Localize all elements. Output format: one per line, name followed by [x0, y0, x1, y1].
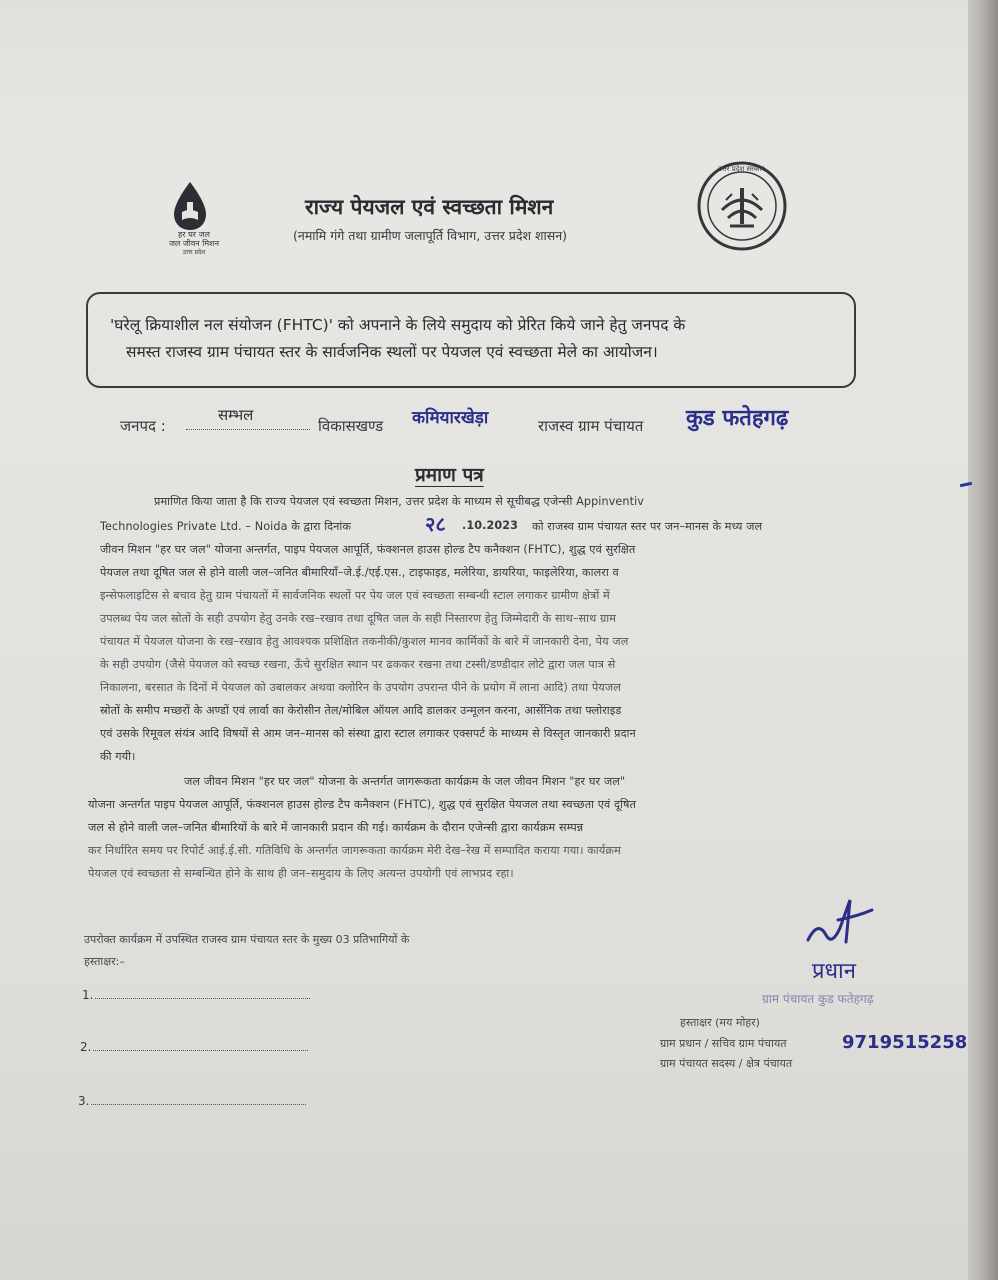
participant-1 — [82, 988, 310, 1002]
para1-line-6: उपलब्ध पेय जल स्रोतों के सही उपयोग हेतु उनके रख–रखाव तथा दूषित जल के सही निस्तारण हेतु जिम्मेदारी के साथ–साथ ग्राम — [100, 612, 617, 625]
participant-3-number: 3. — [78, 1094, 90, 1108]
page-title: राज्य पेयजल एवं स्वच्छता मिशन — [305, 194, 554, 219]
participant-3 — [78, 1094, 306, 1108]
para1-line-12: की गयी। — [100, 750, 136, 763]
para2-line-1: जल जीवन मिशन "हर घर जल" योजना के अन्तर्गत जागरूकता कार्यक्रम के जल जीवन मिशन "हर घर जल" — [184, 775, 626, 788]
para1-line-3: जीवन मिशन "हर घर जल" योजना अन्तर्गत, पाइप पेयजल आपूर्ति, फंक्शनल हाउस होल्ड टैप कनैक्शन (FHTC), शुद्ध एवं सुरक्षित — [100, 543, 636, 556]
para1-line-1: प्रमाणित किया जाता है कि राज्य पेयजल एवं स्वच्छता मिशन, उत्तर प्रदेश के माध्यम से सूचीबद्ध एजेन्सी Appinventiv — [154, 495, 645, 508]
participant-2-line — [93, 1046, 308, 1051]
para1-line-10: स्रोतों के समीप मच्छरों के अण्डों एवं लार्वा का केरोसीन तेल/मोबिल ऑयल आदि डालकर उन्मूलन करना, आर्सेनिक तथा फ्लोराइड — [100, 704, 622, 717]
logo-text-2: जल जीवन मिशन — [168, 239, 220, 248]
page-edge — [968, 0, 998, 1280]
para1-line-5: इन्सेफलाइटिस से बचाव हेतु ग्राम पंचायतों में सार्वजनिक स्थलों पर पेय जल एवं स्वच्छता सम्बन्धी स्टाल लगाकर ग्रामीण क्षेत्रों में — [100, 589, 610, 602]
participants-intro-1: उपरोक्त कार्यक्रम में उपस्थित राजस्व ग्राम पंचायत स्तर के मुख्य 03 प्रतिभागियों के — [84, 933, 410, 946]
subject-line-1: 'घरेलू क्रियाशील नल संयोजन (FHTC)' को अपनाने के लिये समुदाय को प्रेरित किये जाने हेतु जनपद के — [110, 316, 686, 334]
para2-line-2: योजना अन्तर्गत पाइप पेयजल आपूर्ति, फंक्शनल हाउस होल्ड टैप कनैक्शन (FHTC), शुद्ध एवं सुरक्षित पेयजल तथा स्वच्छता एवं दूषित — [88, 798, 636, 811]
para1-line-2b: को राजस्व ग्राम पंचायत स्तर पर जन–मानस के मध्य जल — [532, 520, 763, 533]
participants-intro-2: हस्ताक्षर:– — [84, 955, 125, 968]
para2-line-5: पेयजल एवं स्वच्छता से सम्बन्धित होने के साथ ही जन–समुदाय के लिए अत्यन्त उपयोगी एवं लाभप्रद रहा। — [88, 867, 514, 880]
date-day-handwritten: २८ — [425, 512, 446, 536]
block-value: कमियारखेड़ा — [412, 408, 489, 428]
certificate-heading: प्रमाण पत्र — [415, 464, 484, 486]
district-dots — [186, 425, 310, 430]
signature-stamp-label: हस्ताक्षर (मय मोहर) — [680, 1016, 760, 1029]
har-ghar-jal-logo — [160, 180, 240, 260]
logo-text-1: हर घर जल — [178, 230, 210, 239]
para1-line-8: के सही उपयोग (जैसे पेयजल को स्वच्छ रखना, ऊँचे सुरक्षित स्थान पर ढककर रखना तथा टस्सी/डण्डीदार लोटे द्वारा जल पात्र से — [100, 658, 616, 671]
para1-line-11: एवं उसके रिमूवल संयंत्र आदि विषयों से आम जन–मानस को संस्था द्वारा स्टाल लगाकर एक्सपर्ट के माध्यम से विस्तृत जानकारी प्रदान — [100, 727, 636, 740]
participant-1-number: 1. — [82, 988, 94, 1002]
para2-line-4: कर निर्धारित समय पर रिपोर्ट आई.ई.सी. गतिविधि के अन्तर्गत जागरूकता कार्यक्रम मेरी देख–रेख में सम्पादित कराया गया। कार्यक्रम — [88, 844, 621, 857]
para1-line-2a: Technologies Private Ltd. – Noida के द्वारा दिनांक — [100, 520, 352, 533]
pradhan-handwritten: प्रधान — [812, 959, 856, 984]
subject-line-2: समस्त राजस्व ग्राम पंचायत स्तर के सार्वजनिक स्थलों पर पेयजल एवं स्वच्छता मेले का आयोजन। — [126, 343, 658, 361]
participant-3-line — [91, 1100, 306, 1105]
para2-line-3: जल से होने वाली जल–जनित बीमारियों के बारे में जानकारी प्रदान की गई। कार्यक्रम के दौरान एजेन्सी द्वारा कार्यक्रम सम्पन्न — [88, 821, 584, 834]
panchayat-label: राजस्व ग्राम पंचायत — [538, 417, 644, 435]
panchayat-value: कुड फतेहगढ़ — [686, 406, 789, 431]
para1-line-4: पेयजल तथा दूषित जल से होने वाली जल–जनित बीमारियॉं–जे.ई./एई.एस., टाइफाइड, मलेरिया, डायरिया, फाइलेरिया, कालरा व — [100, 566, 619, 579]
logo-text-3: उत्तर प्रदेश — [182, 249, 206, 256]
block-label: विकासखण्ड — [318, 417, 384, 435]
participant-2-number: 2. — [80, 1040, 92, 1054]
page-subtitle: (नमामि गंगे तथा ग्रामीण जलापूर्ति विभाग, उत्तर प्रदेश शासन) — [293, 228, 568, 243]
phone-number-handwritten: 9719515258 — [842, 1032, 968, 1053]
handwritten-signature — [788, 880, 888, 960]
para1-line-7: पंचायत में पेयजल योजना के रख–रखाव हेतु आवश्यक प्रशिक्षित तकनीकी/कुशल मानव कार्मिकों के बारे में जानकारी देना, पेय जल — [100, 635, 629, 648]
district-label: जनपद : — [120, 417, 166, 435]
participant-1-line — [95, 994, 310, 999]
seal-text: उत्तर प्रदेश सरकार — [718, 165, 765, 173]
pradhan-stamp-faint: ग्राम पंचायत कुड फतेहगढ़ — [762, 992, 874, 1006]
district-value: सम्भल — [218, 406, 254, 424]
up-government-seal — [696, 160, 788, 252]
signatory-role-1: ग्राम प्रधान / सचिव ग्राम पंचायत — [660, 1037, 787, 1050]
date-month-year: .10.2023 — [462, 519, 519, 532]
para1-line-9: निकालना, बरसात के दिनों में पेयजल को उबालकर अथवा क्लोरिन के उपयोग उपरान्त पीने के प्रयोग में लाना आदि) तथा पेयजल — [100, 681, 621, 694]
page-shadow — [0, 0, 968, 160]
participant-2 — [80, 1040, 308, 1054]
signatory-role-2: ग्राम पंचायत सदस्य / क्षेत्र पंचायत — [660, 1057, 793, 1070]
